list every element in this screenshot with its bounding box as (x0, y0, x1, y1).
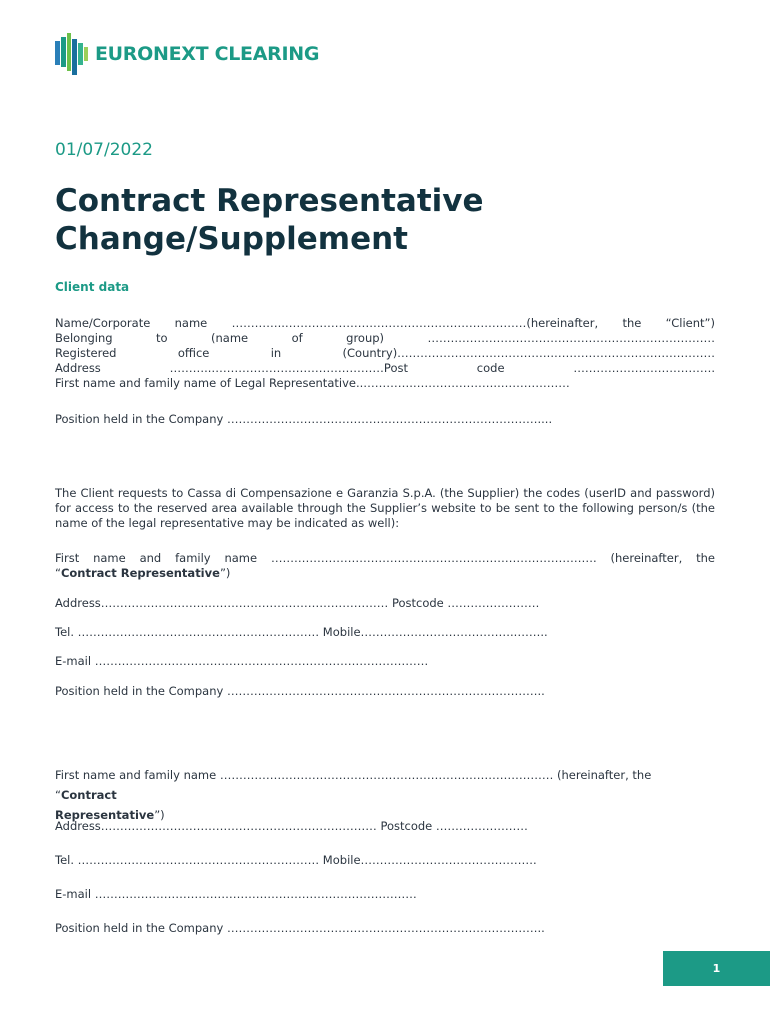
logo-text: EURONEXT CLEARING (95, 43, 320, 65)
document-date: 01/07/2022 (55, 140, 153, 160)
rep1-address-row: Address………………………………………………………………… Postcode …………………… (55, 596, 540, 610)
rep1-email-row: E-mail …………………………………………………………………………… (55, 654, 429, 668)
euronext-logo-mark-icon (55, 33, 89, 75)
rep2-address-row: Address……………………………………………………………… Postcode …………………… (55, 819, 528, 833)
rep1-name-block (55, 551, 715, 581)
request-paragraph: The Client requests to Cassa di Compensazione e Garanzia S.p.A. (the Supplier) the codes (userID and password) for access to the reserved area available through the Supplier’s website to be sent to the following person/s (the name of the legal representative may be indicated as well): (55, 486, 715, 530)
rep2-tel-row: Tel. ……………………………………………………… Mobile………………………………………. (55, 853, 537, 867)
page-number-badge: 1 (663, 951, 770, 986)
rep1-position-row: Position held in the Company ……………………………………………………………………….. (55, 684, 545, 698)
client-position-row: Position held in the Company ……………………………………………………………………….... (55, 412, 553, 426)
rep2-email-row: E-mail ………………………………………………………………………… (55, 887, 417, 901)
client-address-row: Address ………..………………………………………Post code ………………………………. (55, 361, 715, 375)
rep1-name-row-2: “Contract Representative”) (55, 566, 231, 580)
client-data-heading: Client data (55, 280, 130, 294)
page-title (55, 182, 484, 258)
title-line-1: Contract Representative (55, 183, 484, 219)
title-line-2: Change/Supplement (55, 221, 408, 257)
client-data-block (55, 316, 715, 391)
rep2-name-block: First name and family name …………………………………………………………………………… (hereinafter, the “Contract Representative”) (55, 768, 652, 822)
client-group-row: Belonging to (name of group) ………………………………………………………………… (55, 331, 715, 345)
client-name-row: Name/Corporate name …………..………………………………………………………(hereinafter, the “Client”) (55, 316, 715, 330)
rep2-position-row: Position held in the Company ……………………………………………………………………….. (55, 921, 545, 935)
rep1-tel-row: Tel. ……………………………………………………… Mobile…………………………………..…….. (55, 625, 548, 639)
legal-representative-row: First name and family name of Legal Representative..………….…………………..……………… (55, 376, 570, 390)
client-office-row: Registered office in (Country)…………………………………..…………………………………… (55, 346, 715, 360)
rep1-name-row: First name and family name …………………………………………………………………………. (hereinafter, the (55, 551, 715, 565)
euronext-clearing-logo (55, 33, 319, 75)
